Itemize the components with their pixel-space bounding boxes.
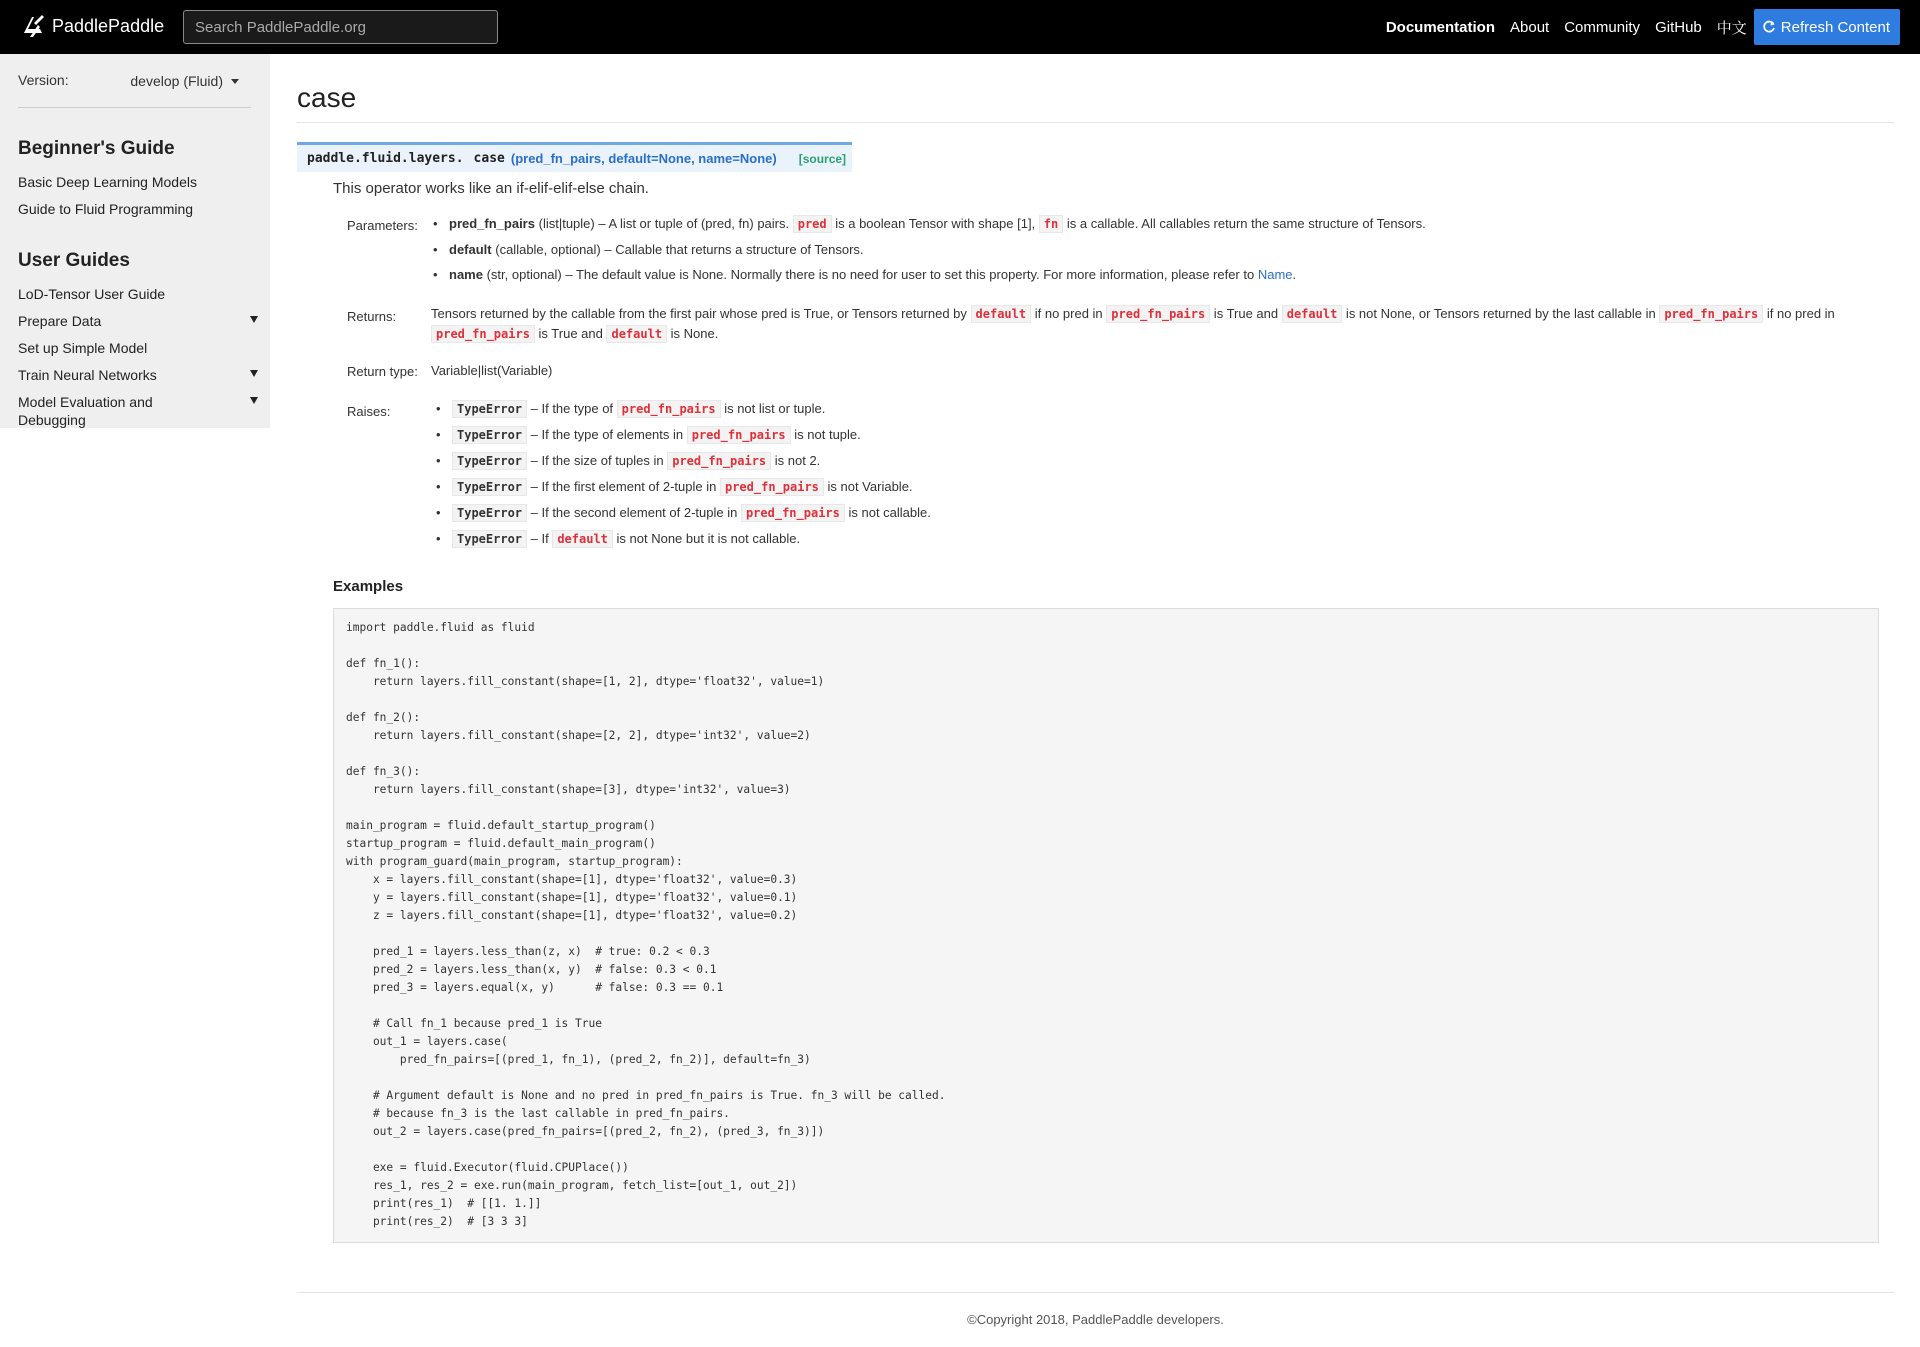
- raise-text: is not Variable.: [823, 479, 913, 494]
- inline-code: default: [552, 530, 613, 548]
- inline-code: pred_fn_pairs: [431, 325, 535, 343]
- inline-code: default: [606, 325, 667, 343]
- raise-text: – If the type of elements in: [527, 427, 687, 442]
- refresh-content-button[interactable]: [1754, 9, 1900, 45]
- inline-code: pred_fn_pairs: [1659, 305, 1763, 323]
- raise-text: – If the type of: [527, 401, 617, 416]
- parameters-label: Parameters:: [347, 218, 418, 233]
- signature-name: case: [473, 151, 505, 166]
- param-text: is a boolean Tensor with shape [1],: [831, 216, 1039, 231]
- raise-text: is not None but it is not callable.: [612, 531, 801, 546]
- raises-label: Raises:: [347, 404, 391, 419]
- inline-code: pred_fn_pairs: [687, 426, 791, 444]
- sidebar-item-prepare-data[interactable]: [18, 312, 258, 330]
- sidebar-item-label: Set up Simple Model: [18, 340, 148, 356]
- error-type: TypeError: [452, 504, 527, 522]
- param-text: is a callable. All callables return the same structure of Tensors.: [1063, 216, 1426, 231]
- param-type: (str, optional): [486, 267, 562, 282]
- source-link[interactable]: [source]: [798, 151, 847, 166]
- inline-code: pred_fn_pairs: [1106, 305, 1210, 323]
- raise-text: is not tuple.: [790, 427, 861, 442]
- top-nav: [1371, 9, 1900, 45]
- param-item: [431, 215, 1871, 233]
- returns-text-part: is True and: [1210, 306, 1282, 321]
- error-type: TypeError: [452, 530, 527, 548]
- returns-text: [431, 304, 1851, 344]
- sidebar-item-train-neural-networks[interactable]: [18, 366, 258, 384]
- return-type-label: Return type:: [347, 364, 418, 379]
- inline-code: pred_fn_pairs: [741, 504, 845, 522]
- raise-item: [434, 478, 931, 496]
- error-type: TypeError: [452, 452, 527, 470]
- raise-text: is not 2.: [771, 453, 821, 468]
- inline-code: default: [1282, 305, 1343, 323]
- raise-item: [434, 452, 931, 470]
- version-value-text: develop (Fluid): [130, 73, 223, 89]
- raise-text: – If the size of tuples in: [527, 453, 668, 468]
- function-signature: [297, 142, 852, 172]
- page-title: case: [297, 82, 357, 113]
- returns-text-part: if no pred in: [1031, 306, 1107, 321]
- expand-triangle-icon[interactable]: [250, 316, 258, 323]
- signature-params: (pred_fn_pairs, default=None, name=None): [510, 151, 777, 166]
- expand-triangle-icon[interactable]: [250, 370, 258, 377]
- paddle-logo-icon: [20, 13, 46, 39]
- refresh-label: Refresh Content: [1780, 18, 1890, 36]
- parameters-list: [431, 215, 1871, 283]
- raise-item: [434, 530, 931, 548]
- param-text: .: [1292, 267, 1297, 282]
- raise-text: – If: [527, 531, 553, 546]
- return-type-value: Variable|list(Variable): [431, 363, 553, 378]
- sidebar-item-basic-deep-learning-models[interactable]: [18, 173, 258, 191]
- sidebar: [0, 54, 270, 428]
- signature-module: paddle.fluid.layers.: [307, 151, 464, 166]
- sidebar-item-label: Model Evaluation and Debugging: [18, 394, 153, 428]
- sidebar-item-label: Guide to Fluid Programming: [18, 201, 194, 217]
- param-item: [431, 266, 1871, 283]
- error-type: TypeError: [452, 400, 527, 418]
- param-name: name: [449, 267, 483, 282]
- raise-text: is not callable.: [844, 505, 931, 520]
- param-item: [431, 241, 1871, 258]
- inline-code: pred: [793, 215, 832, 233]
- paddlepaddle-logo[interactable]: [20, 13, 164, 39]
- examples-heading: Examples: [333, 578, 404, 595]
- sidebar-item-guide-to-fluid-programming[interactable]: [18, 200, 258, 218]
- footer-divider: [297, 1292, 1894, 1293]
- raise-item: [434, 504, 931, 522]
- raise-item: [434, 400, 931, 418]
- returns-text-part: is not None, or Tensors returned by the last callable in: [1342, 306, 1660, 321]
- refresh-icon: [1762, 20, 1776, 34]
- title-divider: [297, 122, 1894, 123]
- param-name: default: [449, 242, 492, 257]
- sidebar-section-user-guides[interactable]: User Guides: [18, 250, 130, 271]
- nav-about[interactable]: About: [1510, 18, 1550, 36]
- sidebar-item-model-evaluation-and-debugging[interactable]: [18, 393, 258, 429]
- raise-text: is not list or tuple.: [720, 401, 826, 416]
- top-navbar: [0, 0, 1920, 54]
- raise-text: – If the first element of 2-tuple in: [527, 479, 720, 494]
- code-example: import paddle.fluid as fluid def fn_1(): return layers.fill_constant(shape=[1, 2], dtype='float32', value=1) def fn_2(): return layers.fill_constant(shape=[2, 2], dtype='int32', value=2) def fn_3(): return layers.fill_constant(shape=[3], dtype='int32', value=3) main_program = fluid.default_startup_program() startup_program = fluid.default_main_program() with program_guard(main_program, startup_program): x = layers.fill_constant(shape=[1], dtype='float32', value=0.3) y = layers.fill_constant(shape=[1], dtype='float32', value=0.1) z = layers.fill_constant(shape=[1], dtype='float32', value=0.2) pred_1 = layers.less_than(z, x) # true: 0.2 < 0.3 pred_2 = layers.less_than(x, y) # false: 0.3 < 0.1 pred_3 = layers.equal(x, y) # false: 0.3 == 0.1 # Call fn_1 because pred_1 is True out_1 = layers.case( pred_fn_pairs=[(pred_1, fn_1), (pred_2, fn_2)], default=fn_3) # Argument default is None and no pred in pred_fn_pairs is True. fn_3 will be called. # because fn_3 is the last callable in pred_fn_pairs. out_2 = layers.case(pred_fn_pairs=[(pred_2, fn_2), (pred_3, fn_3)]) exe = fluid.Executor(fluid.CPUPlace()) res_1, res_2 = exe.run(main_program, fetch_list=[out_1, out_2]) print(res_1) # [[1. 1.]] print(res_2) # [3 3 3]: [346, 621, 946, 1228]
- nav-community[interactable]: Community: [1564, 18, 1641, 36]
- sidebar-section-beginners-guide[interactable]: Beginner's Guide: [18, 138, 175, 159]
- nav-documentation[interactable]: Documentation: [1385, 18, 1495, 36]
- name-link[interactable]: Name: [1257, 267, 1293, 282]
- param-type: (list|tuple): [538, 216, 595, 231]
- inline-code: pred_fn_pairs: [720, 478, 824, 496]
- raise-item: [434, 426, 931, 444]
- error-type: TypeError: [452, 478, 527, 496]
- returns-label: Returns:: [347, 309, 397, 324]
- returns-text-part: is True and: [534, 326, 607, 341]
- returns-text-part: if no pred in: [1763, 306, 1835, 321]
- returns-text-part: Tensors returned by the callable from the first pair whose pred is True, or Tensors returned by: [431, 306, 971, 321]
- version-value[interactable]: [130, 73, 239, 89]
- copyright-footer: ©Copyright 2018, PaddlePaddle developers.: [967, 1312, 1224, 1327]
- version-label: Version:: [18, 72, 69, 88]
- param-text: – The default value is None. Normally there is no need for user to set this property. For more information, please refer to: [561, 267, 1258, 282]
- inline-code: pred_fn_pairs: [667, 452, 771, 470]
- raise-text: – If the second element of 2-tuple in: [527, 505, 741, 520]
- nav-chinese[interactable]: 中文: [1716, 18, 1747, 37]
- sidebar-item-set-up-simple-model[interactable]: [18, 339, 258, 357]
- nav-github[interactable]: GitHub: [1655, 18, 1702, 36]
- expand-triangle-icon[interactable]: [250, 397, 258, 404]
- raises-list: [434, 400, 931, 548]
- param-name: pred_fn_pairs: [449, 216, 535, 231]
- sidebar-item-label: Train Neural Networks: [18, 367, 157, 383]
- param-type: (callable, optional): [495, 242, 601, 257]
- sidebar-item-label: Basic Deep Learning Models: [18, 174, 197, 190]
- function-description: This operator works like an if-elif-elif-else chain.: [333, 180, 649, 197]
- param-text: – Callable that returns a structure of Tensors.: [600, 242, 864, 257]
- sidebar-item-label: LoD-Tensor User Guide: [18, 286, 166, 302]
- caret-down-icon: [231, 79, 239, 84]
- sidebar-item-label: Prepare Data: [18, 313, 102, 329]
- returns-text-part: is None.: [667, 326, 719, 341]
- inline-code: pred_fn_pairs: [617, 400, 721, 418]
- version-selector[interactable]: [18, 72, 251, 108]
- inline-code: default: [971, 305, 1032, 323]
- param-text: – A list or tuple of (pred, fn) pairs.: [594, 216, 793, 231]
- inline-code: fn: [1039, 215, 1063, 233]
- sidebar-item-lod-tensor-user-guide[interactable]: [18, 285, 258, 303]
- search-input[interactable]: [183, 10, 498, 44]
- code-example-block: [333, 608, 1879, 1243]
- error-type: TypeError: [452, 426, 527, 444]
- logo-text: PaddlePaddle: [52, 15, 165, 36]
